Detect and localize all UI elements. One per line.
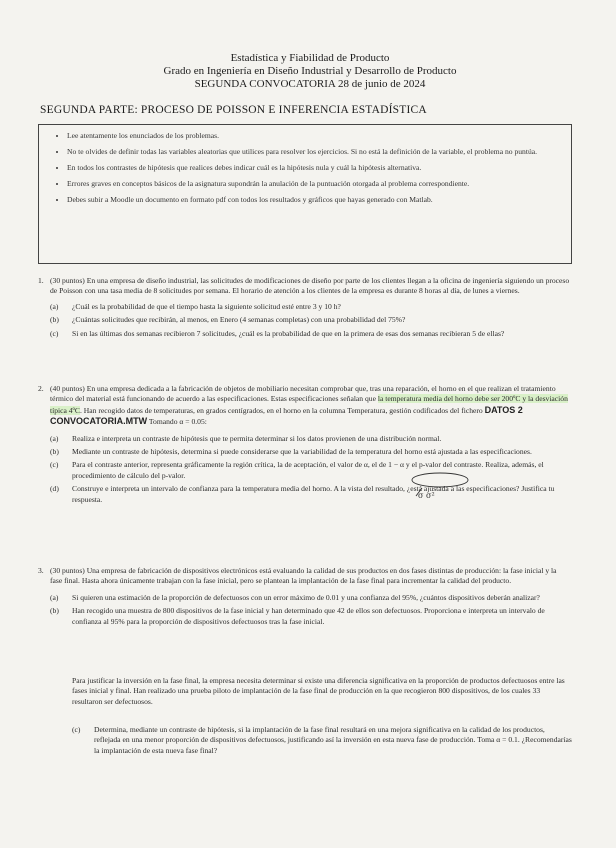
question-statement: (30 puntos) Una empresa de fabricación de dispositivos electrónicos está evaluando la calidad de sus productos en dos fases distintas de producción: la fase inicial y la fase final. Hasta ahora únicamente trabajan con la fase inicial, pero se plantean la implantación de la fase final para incrementar la calidad del producto. xyxy=(50,566,557,586)
item-label: (a) xyxy=(50,301,59,311)
item-text: Realiza e interpreta un contraste de hipótesis que te permita determinar si los datos provienen de una distribución normal. xyxy=(72,433,442,443)
question-item xyxy=(50,329,570,339)
question-item xyxy=(72,725,572,756)
part-title: SEGUNDA PARTE: PROCESO DE POISSON E INFERENCIA ESTADÍSTICA xyxy=(40,104,427,116)
handwritten-annotation xyxy=(410,472,480,500)
instruction-item: • En todos los contrastes de hipótesis que realices debes indicar cuál es la hipótesis nula y cuál la hipótesis alternativa. xyxy=(67,163,561,173)
item-text: ¿Cuál es la probabilidad de que el tiempo hasta la siguiente solicitud esté entre 3 y 10 h? xyxy=(72,301,341,311)
item-label: (b) xyxy=(50,315,59,325)
item-label: (c) xyxy=(50,460,59,470)
statement-part: (40 puntos) En una empresa dedicada a la fabricación de objetos de mobiliario necesitan comprobar que, tras una reparación, el horno en el que realizan el tratamiento térmico del material está funcionando de acuerdo a las especificaciones. Estas especificaciones señalan que xyxy=(50,384,556,404)
question-3-part-c xyxy=(72,722,572,756)
question-statement xyxy=(50,384,570,428)
item-text: Construye e interpreta un intervalo de confianza para la temperatura media del horno. A la vista del resultado, ¿está ajustada a las especificaciones? Justifica tu respuesta. xyxy=(72,484,555,504)
item-label: (b) xyxy=(50,606,59,616)
question-3 xyxy=(38,566,570,627)
item-text: Han recogido una muestra de 800 dispositivos de la fase inicial y han determinado que 42 de ellos son defectuosos. Proporciona e interpreta un intervalo de confianza al 95% para la proporción de dispositivos defectuosos tras la fase inicial. xyxy=(72,606,545,626)
item-text: Si quieren una estimación de la proporción de defectuosos con un error máximo de 0.01 y una confianza del 95%, ¿cuántos dispositivos deberán analizar? xyxy=(72,592,540,602)
question-item xyxy=(50,302,570,312)
question-item xyxy=(50,606,570,627)
question-item xyxy=(50,434,570,444)
question-number: 2. xyxy=(38,384,44,393)
instructions-box xyxy=(38,124,572,264)
instruction-item: • No te olvides de definir todas las variables aleatorias que utilices para resolver los ejercicios. Si no está la definición de la variable, el problema no puntúa. xyxy=(67,147,561,157)
question-2 xyxy=(38,384,570,505)
statement-part: Tomando α = 0.05: xyxy=(147,417,207,427)
item-label: (c) xyxy=(72,725,81,734)
instruction-item: • Debes subir a Moodle un documento en formato pdf con todos los resultados y gráficos que hayas generado con Matlab. xyxy=(67,195,561,205)
item-label: (d) xyxy=(50,484,59,494)
course-title: Estadística y Fiabilidad de Producto xyxy=(230,52,390,64)
statement-part: . Han recogido datos de temperaturas, en grados centígrados, en el horno en la columna Temperatura, gestión codificados del fichero xyxy=(79,405,485,415)
instruction-item: • Errores graves en conceptos básicos de la asignatura supondrán la anulación de la puntuación otorgada al problema correspondiente. xyxy=(67,179,561,189)
question-1 xyxy=(38,276,570,339)
question-item xyxy=(50,447,570,457)
exam-header xyxy=(70,52,550,91)
item-text: Determina, mediante un contraste de hipótesis, si la implantación de la fase final resultará en una mejora significativa en la calidad de los productos, reflejada en una menor proporción de dispositivos defectuosos, justificando así la inversión en esta nueva fase de producción. Toma α = 0.1. ¿Recomendarías la implantación de esta nueva fase final? xyxy=(94,725,572,755)
highlighted-spec: la temperatura media del horno debe ser 200ºC y la desviación típica 4ºC xyxy=(50,394,568,415)
item-text: Mediante un contraste de hipótesis, determina si puede considerarse que la variabilidad de la temperatura del horno está ajustada a las especificaciones. xyxy=(72,447,532,457)
context-paragraph: Para justificar la inversión en la fase final, la empresa necesita determinar si existe una diferencia significativa en la proporción de productos defectuosos entre las fases inicial y final. Han realizado una prueba piloto de implantación de la fase final de producción en la que recogieron 800 dispositivos, de los cuales 33 resultaron ser defectuosos. xyxy=(72,676,565,706)
question-number: 1. xyxy=(38,276,44,285)
degree-title: Grado en Ingeniería en Diseño Industrial y Desarrollo de Producto xyxy=(163,65,457,77)
question-number: 3. xyxy=(38,566,44,575)
item-text: ¿Cuántas solicitudes que recibirán, al menos, en Enero (4 semanas completas) con una probabilidad del 75%? xyxy=(72,315,406,325)
item-label: (a) xyxy=(50,592,59,602)
question-item xyxy=(50,460,570,481)
item-label: (b) xyxy=(50,447,59,457)
item-text: Si en las últimas dos semanas recibieron 7 solicitudes, ¿cuál es la probabilidad de que en la primera de esas dos semanas recibieran 5 de ellas? xyxy=(72,328,505,338)
item-label: (a) xyxy=(50,433,59,443)
question-item xyxy=(50,484,570,505)
data-file-name: DATOS 2 CONVOCATORIA.MTW xyxy=(50,404,523,427)
annotation-text: σ σ² xyxy=(418,491,435,500)
exam-session: SEGUNDA CONVOCATORIA 28 de junio de 2024 xyxy=(194,78,426,90)
question-item xyxy=(50,315,570,325)
instruction-item: • Lee atentamente los enunciados de los problemas. xyxy=(67,131,561,141)
question-item xyxy=(50,593,570,603)
item-label: (c) xyxy=(50,328,59,338)
item-text: Para el contraste anterior, representa gráficamente la región crítica, la de aceptación, el valor de α, el de 1 − α y el p-valor del contraste. Realiza, además, el procedimiento de cálculo del p-valor. xyxy=(72,460,544,480)
question-statement: (30 puntos) En una empresa de diseño industrial, las solicitudes de modificaciones de diseño por parte de los clientes llegan a la oficina de ingeniería siguiendo un proceso de Poisson con una tasa media de 8 solicitudes por semana. El horario de atención a los clientes de la empresa es durante 8 horas al día, de lunes a viernes. xyxy=(50,276,570,296)
